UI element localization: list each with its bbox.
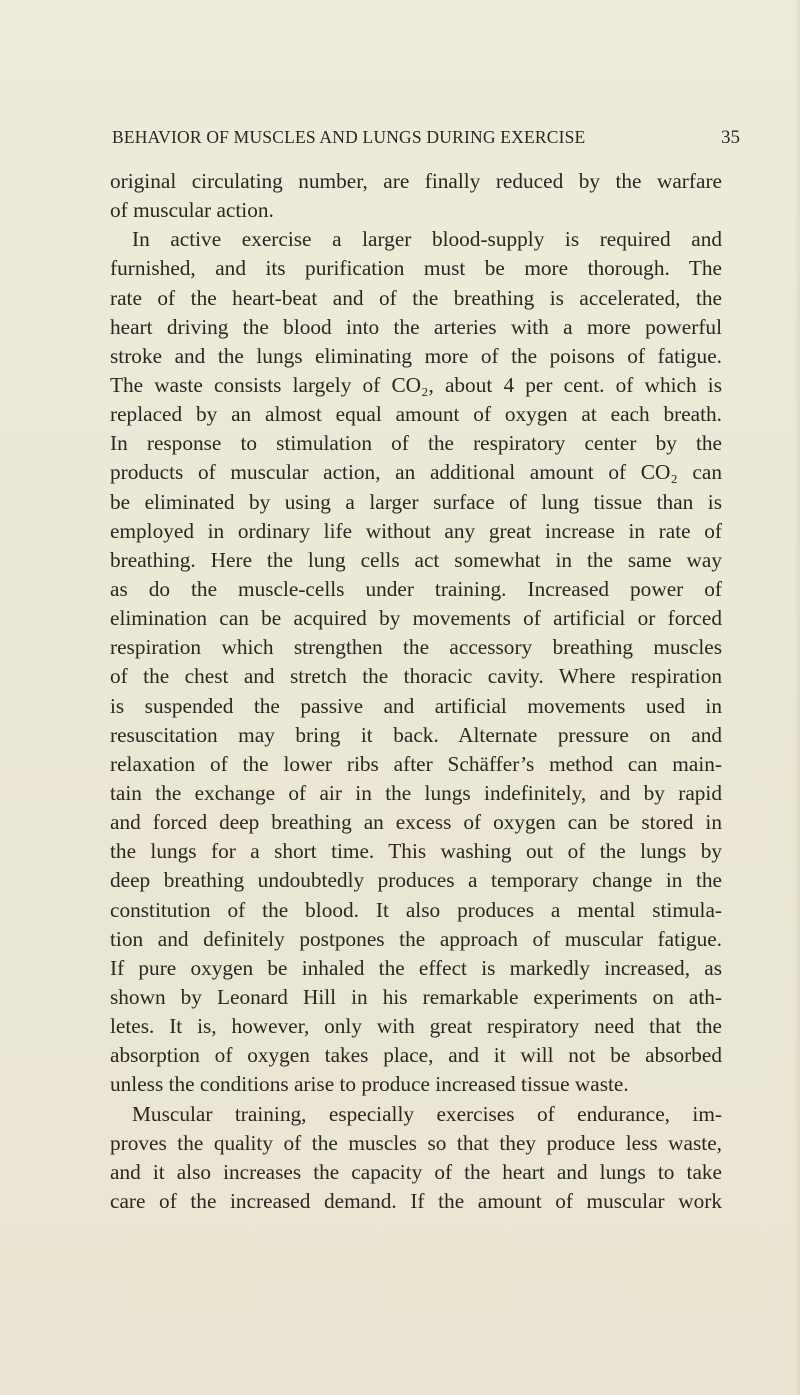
paragraph-start-line: In active exercise a larger blood-supply is required and (132, 227, 722, 252)
text-line: is suspended the passive and artificial movements used in (110, 693, 722, 718)
paragraph-start-line: Muscular training, especially exercises of endurance, im- (132, 1101, 722, 1126)
text-line: furnished, and its purification must be more thorough. The (110, 256, 722, 281)
text-line: be eliminated by using a larger surface of lung tissue than is (110, 489, 722, 514)
text-line: In response to stimulation of the respiratory center by the (110, 431, 722, 456)
text-line: care of the increased demand. If the amount of muscular work (110, 1188, 722, 1213)
text-line: respiration which strengthen the accessory breathing muscles (110, 635, 722, 660)
body-text (110, 167, 722, 1216)
text-line: relaxation of the lower ribs after Schäffer’s method can main- (110, 751, 722, 776)
text-line: tion and definitely postpones the approach of muscular fatigue. (110, 926, 722, 951)
text-line: and it also increases the capacity of the heart and lungs to take (110, 1159, 722, 1184)
text-line: as do the muscle-cells under training. Increased power of (110, 576, 722, 601)
text-line: proves the quality of the muscles so that they produce less waste, (110, 1130, 722, 1155)
text-line: original circulating number, are finally reduced by the warfare (110, 169, 722, 193)
text-line: If pure oxygen be inhaled the effect is markedly increased, as (110, 955, 722, 980)
text-line: of the chest and stretch the thoracic cavity. Where respiration (110, 664, 722, 689)
text-line: The waste consists largely of CO₂, about 4 per cent. of which is (110, 372, 722, 397)
text-line: absorption of oxygen takes place, and it will not be absorbed (110, 1043, 722, 1068)
text-line: breathing. Here the lung cells act somewhat in the same way (110, 547, 722, 572)
text-line: constitution of the blood. It also produces a mental stimula- (110, 897, 722, 922)
text-line: of muscular action. (110, 198, 274, 223)
running-header (112, 127, 740, 149)
text-line: the lungs for a short time. This washing out of the lungs by (110, 839, 722, 864)
page-number: 35 (721, 127, 740, 148)
text-line: stroke and the lungs eliminating more of the poisons of fatigue. (110, 343, 722, 368)
text-line: tain the exchange of air in the lungs indefinitely, and by rapid (110, 780, 722, 805)
text-line: unless the conditions arise to produce increased tissue waste. (110, 1072, 629, 1097)
text-line: products of muscular action, an additional amount of CO₂ can (110, 460, 722, 485)
text-line: rate of the heart-beat and of the breathing is accelerated, the (110, 285, 722, 310)
running-title: BEHAVIOR OF MUSCLES AND LUNGS DURING EXERCISE (112, 127, 586, 147)
text-line: and forced deep breathing an excess of oxygen can be stored in (110, 810, 722, 835)
text-line: deep breathing undoubtedly produces a temporary change in the (110, 868, 722, 893)
text-line: employed in ordinary life without any great increase in rate of (110, 518, 722, 543)
text-line: replaced by an almost equal amount of oxygen at each breath. (110, 402, 722, 427)
text-line: resuscitation may bring it back. Alternate pressure on and (110, 722, 722, 747)
page-edge-shadow (794, 0, 800, 1395)
text-line: shown by Leonard Hill in his remarkable experiments on ath- (110, 984, 722, 1009)
text-line: letes. It is, however, only with great respiratory need that the (110, 1014, 722, 1039)
text-line: elimination can be acquired by movements of artificial or forced (110, 606, 722, 631)
text-line: heart driving the blood into the arteries with a more powerful (110, 314, 722, 339)
